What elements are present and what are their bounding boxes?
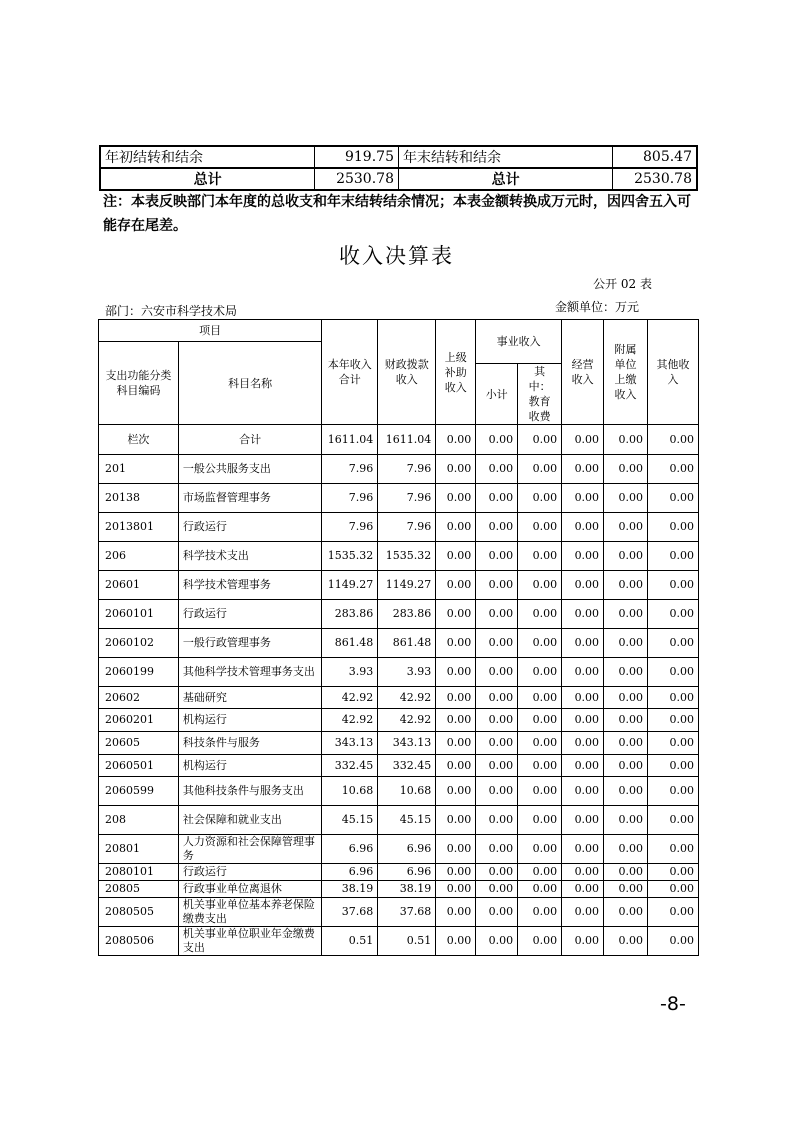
table-row [99,927,699,956]
row-value: 0.00 [604,709,648,732]
row-value: 1535.32 [378,542,436,571]
row-value: 6.96 [378,835,436,864]
summary-total-label: 总计 [100,168,315,190]
row-value: 0.00 [648,835,699,864]
table-row [99,600,699,629]
row-name: 科学技术管理事务 [178,571,321,600]
row-code: 2060101 [99,600,179,629]
row-value: 0.00 [518,600,562,629]
row-value: 0.00 [518,687,562,709]
row-value: 0.00 [436,898,476,927]
row-value: 0.00 [436,732,476,755]
row-value: 0.00 [518,542,562,571]
row-value: 0.00 [648,709,699,732]
row-value: 332.45 [378,755,436,777]
row-value: 0.00 [518,777,562,806]
row-value: 0.00 [604,455,648,484]
row-value: 0.00 [476,687,518,709]
row-value: 0.00 [648,732,699,755]
row-value: 7.96 [378,513,436,542]
row-value: 343.13 [378,732,436,755]
row-value: 0.00 [648,455,699,484]
row-value: 0.00 [476,777,518,806]
row-value: 0.00 [476,425,518,455]
page-number: -8- [660,993,686,1015]
summary-total-label-right: 总计 [398,168,612,190]
row-value: 0.00 [476,709,518,732]
row-code: 2060599 [99,777,179,806]
row-value: 10.68 [322,777,378,806]
row-value: 0.00 [562,709,604,732]
row-value: 0.00 [562,571,604,600]
row-value: 0.00 [604,658,648,687]
row-value: 0.00 [518,425,562,455]
row-value: 0.00 [648,629,699,658]
row-code: 20805 [99,881,179,898]
row-value: 0.00 [518,513,562,542]
row-value: 0.00 [604,629,648,658]
carryover-summary-table [99,145,698,191]
row-value: 42.92 [322,687,378,709]
row-value: 0.00 [476,542,518,571]
header-superior: 上级补助收入 [436,320,476,425]
row-value: 0.00 [518,927,562,956]
row-value: 0.00 [436,425,476,455]
row-value: 0.00 [476,600,518,629]
row-value: 0.00 [518,755,562,777]
row-name: 行政运行 [178,864,321,881]
row-name: 市场监督管理事务 [178,484,321,513]
table-row [99,484,699,513]
table-row [99,687,699,709]
row-value: 861.48 [378,629,436,658]
summary-right-label: 年末结转和结余 [398,146,612,168]
row-code: 2060501 [99,755,179,777]
row-value: 0.00 [436,881,476,898]
row-code: 20601 [99,571,179,600]
row-value: 6.96 [322,835,378,864]
row-name: 其他科学技术管理事务支出 [178,658,321,687]
row-value: 0.00 [562,600,604,629]
row-value: 7.96 [322,484,378,513]
row-value: 0.00 [476,927,518,956]
row-value: 0.00 [562,927,604,956]
row-value: 1535.32 [322,542,378,571]
row-name: 科学技术支出 [178,542,321,571]
row-value: 0.00 [476,484,518,513]
row-value: 0.00 [562,513,604,542]
table-row [99,425,699,455]
row-value: 0.00 [648,755,699,777]
row-value: 0.00 [518,571,562,600]
row-code: 2080505 [99,898,179,927]
table-row [99,898,699,927]
row-value: 0.00 [604,898,648,927]
row-value: 0.00 [562,898,604,927]
row-value: 0.00 [518,732,562,755]
row-value: 0.00 [604,806,648,835]
row-value: 0.00 [562,629,604,658]
row-value: 0.00 [604,542,648,571]
page-title: 收入决算表 [339,244,454,268]
row-value: 0.00 [436,629,476,658]
row-value: 0.00 [562,542,604,571]
row-value: 6.96 [378,864,436,881]
row-value: 0.00 [476,898,518,927]
row-value: 0.00 [436,835,476,864]
row-value: 0.00 [604,484,648,513]
row-value: 42.92 [378,709,436,732]
row-value: 0.00 [604,571,648,600]
row-code: 20602 [99,687,179,709]
row-code: 20801 [99,835,179,864]
row-value: 0.00 [518,881,562,898]
row-value: 7.96 [378,484,436,513]
row-value: 0.00 [476,455,518,484]
row-value: 0.00 [476,755,518,777]
row-value: 0.00 [648,513,699,542]
row-value: 0.00 [562,687,604,709]
row-value: 0.00 [648,542,699,571]
row-value: 861.48 [322,629,378,658]
row-value: 0.00 [436,571,476,600]
table-note: 注：本表反映部门本年度的总收支和年末结转结余情况；本表金额转换成万元时，因四舍五入可能存在尾差。 [103,194,691,234]
row-value: 0.00 [476,835,518,864]
row-name: 其他科技条件与服务支出 [178,777,321,806]
row-value: 7.96 [378,455,436,484]
row-value: 0.00 [648,864,699,881]
row-value: 0.00 [604,864,648,881]
row-value: 0.00 [604,425,648,455]
table-row [99,806,699,835]
table-row [99,513,699,542]
table-row [99,777,699,806]
row-value: 0.51 [378,927,436,956]
row-value: 0.00 [648,658,699,687]
row-name: 机构运行 [178,709,321,732]
row-value: 0.00 [518,455,562,484]
row-value: 0.00 [604,835,648,864]
header-fiscal: 财政拨款收入 [378,320,436,425]
header-operating: 经营收入 [562,320,604,425]
header-name: 科目名称 [178,342,321,425]
row-value: 0.00 [436,777,476,806]
row-value: 0.00 [476,629,518,658]
row-value: 0.00 [562,484,604,513]
row-value: 0.00 [562,455,604,484]
row-code: 2080506 [99,927,179,956]
row-value: 0.00 [476,571,518,600]
row-value: 0.00 [436,927,476,956]
row-value: 1149.27 [378,571,436,600]
row-code: 20138 [99,484,179,513]
row-value: 7.96 [322,455,378,484]
row-name: 一般公共服务支出 [178,455,321,484]
row-name: 社会保障和就业支出 [178,806,321,835]
row-value: 283.86 [378,600,436,629]
row-value: 283.86 [322,600,378,629]
summary-left-value: 919.75 [315,146,399,168]
row-value: 10.68 [378,777,436,806]
row-value: 0.00 [476,864,518,881]
row-name: 行政运行 [178,513,321,542]
row-value: 0.00 [476,732,518,755]
summary-left-label: 年初结转和结余 [100,146,315,168]
row-value: 42.92 [322,709,378,732]
row-value: 42.92 [378,687,436,709]
row-value: 0.00 [648,927,699,956]
row-value: 0.00 [518,898,562,927]
row-value: 0.00 [648,777,699,806]
row-value: 0.51 [322,927,378,956]
row-value: 0.00 [604,513,648,542]
row-value: 0.00 [436,455,476,484]
row-value: 3.93 [378,658,436,687]
row-name: 机关事业单位职业年金缴费支出 [178,927,321,956]
row-value: 0.00 [562,806,604,835]
row-value: 0.00 [562,835,604,864]
row-value: 0.00 [436,864,476,881]
summary-total-value: 2530.78 [315,168,399,190]
header-code: 支出功能分类科目编码 [99,342,179,425]
row-value: 0.00 [604,777,648,806]
row-value: 0.00 [436,600,476,629]
row-value: 0.00 [518,806,562,835]
row-code: 208 [99,806,179,835]
table-row [99,571,699,600]
row-name: 科技条件与服务 [178,732,321,755]
row-name: 一般行政管理事务 [178,629,321,658]
row-code: 2013801 [99,513,179,542]
row-value: 0.00 [648,881,699,898]
row-code: 2060199 [99,658,179,687]
row-value: 37.68 [322,898,378,927]
row-value: 37.68 [378,898,436,927]
row-value: 0.00 [648,898,699,927]
summary-row [100,146,697,168]
income-table [98,319,699,956]
row-value: 0.00 [518,709,562,732]
header-business: 事业收入 [476,320,562,364]
row-name: 人力资源和社会保障管理事务 [178,835,321,864]
row-value: 0.00 [562,881,604,898]
row-value: 0.00 [476,806,518,835]
table-row [99,658,699,687]
row-value: 0.00 [562,864,604,881]
row-value: 45.15 [378,806,436,835]
header-other: 其他收入 [648,320,699,425]
header-total: 本年收入合计 [322,320,378,425]
summary-total-row [100,168,697,190]
row-value: 45.15 [322,806,378,835]
row-value: 1611.04 [322,425,378,455]
summary-right-value: 805.47 [613,146,697,168]
row-value: 343.13 [322,732,378,755]
table-body [99,425,699,956]
header-affiliated: 附属单位上缴收入 [604,320,648,425]
row-value: 0.00 [648,484,699,513]
table-row [99,835,699,864]
table-row [99,755,699,777]
row-code: 2060201 [99,709,179,732]
row-value: 0.00 [518,864,562,881]
row-code: 206 [99,542,179,571]
row-value: 0.00 [562,755,604,777]
row-value: 0.00 [604,927,648,956]
row-value: 0.00 [436,806,476,835]
row-value: 0.00 [436,542,476,571]
row-value: 38.19 [322,881,378,898]
table-row [99,455,699,484]
table-row [99,709,699,732]
department-label: 部门：六安市科学技术局 [105,304,238,318]
row-code: 2060102 [99,629,179,658]
summary-total-value-right: 2530.78 [613,168,697,190]
row-value: 0.00 [436,709,476,732]
row-value: 332.45 [322,755,378,777]
row-code: 20605 [99,732,179,755]
row-value: 0.00 [604,755,648,777]
row-code: 2080101 [99,864,179,881]
row-value: 0.00 [604,687,648,709]
row-name: 机构运行 [178,755,321,777]
row-value: 0.00 [648,571,699,600]
table-row [99,864,699,881]
row-value: 38.19 [378,881,436,898]
row-code: 栏次 [99,425,179,455]
row-value: 7.96 [322,513,378,542]
row-value: 0.00 [604,881,648,898]
header-education: 其中：教育收费 [518,364,562,425]
row-value: 0.00 [436,755,476,777]
row-name: 机关事业单位基本养老保险缴费支出 [178,898,321,927]
row-name: 合计 [178,425,321,455]
row-value: 0.00 [476,881,518,898]
row-code: 201 [99,455,179,484]
row-value: 0.00 [604,600,648,629]
row-value: 0.00 [518,835,562,864]
unit-label: 金额单位：万元 [554,300,639,314]
row-value: 0.00 [604,732,648,755]
row-value: 0.00 [648,600,699,629]
row-value: 0.00 [562,732,604,755]
row-value: 0.00 [648,687,699,709]
row-value: 0.00 [562,425,604,455]
row-value: 1149.27 [322,571,378,600]
row-value: 0.00 [436,484,476,513]
header-subtotal: 小计 [476,364,518,425]
row-value: 0.00 [436,513,476,542]
row-value: 0.00 [518,484,562,513]
row-value: 0.00 [518,629,562,658]
row-value: 1611.04 [378,425,436,455]
row-value: 0.00 [562,658,604,687]
row-value: 0.00 [476,658,518,687]
row-name: 行政事业单位离退休 [178,881,321,898]
row-value: 0.00 [436,658,476,687]
row-value: 6.96 [322,864,378,881]
table-row [99,542,699,571]
row-value: 0.00 [518,658,562,687]
table-row [99,732,699,755]
table-row [99,881,699,898]
row-name: 行政运行 [178,600,321,629]
table-row [99,629,699,658]
row-name: 基础研究 [178,687,321,709]
row-value: 0.00 [436,687,476,709]
table-header [99,320,699,425]
row-value: 0.00 [562,777,604,806]
header-item: 项目 [99,320,322,342]
row-value: 3.93 [322,658,378,687]
row-value: 0.00 [648,425,699,455]
row-value: 0.00 [648,806,699,835]
form-number: 公开 02 表 [593,277,652,291]
row-value: 0.00 [476,513,518,542]
